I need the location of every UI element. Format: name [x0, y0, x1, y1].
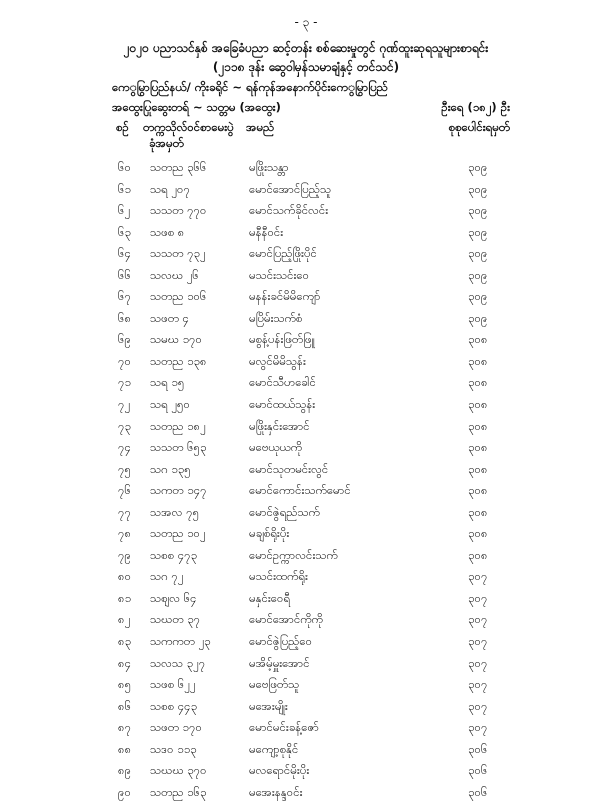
total-marks: ၃၀၉	[468, 289, 488, 304]
roll-number: သဃတ ၃၇	[150, 612, 201, 627]
roll-number: သစစ ၄၇၃	[150, 547, 198, 562]
total-marks: ၃၀၈	[468, 461, 488, 476]
roll-number: သလဃ ၂၆	[150, 267, 199, 282]
region-line: ကေွမြွာပြည်နယ်/ ကိုးခရိုင် ~ ရန်ကုန်အနောက်ပိုင်းကေွမြွာပြည်	[112, 80, 388, 94]
row-number: ၈၂	[118, 612, 131, 627]
roll-number: သကကတ ၂၃	[150, 634, 211, 649]
student-name: မနန်းခင်မိမိကျော်	[249, 289, 321, 304]
row-number: ၇၉	[118, 547, 131, 562]
table-row	[0, 397, 612, 419]
roll-number: သဖစ ၈	[150, 224, 185, 239]
total-marks: ၃၀၈	[468, 353, 488, 368]
roll-number: သဖတ ၄	[150, 310, 190, 325]
row-number: ၇၇	[118, 504, 131, 519]
table-row	[0, 763, 612, 785]
table-row	[0, 699, 612, 721]
row-number: ၆၄	[118, 246, 131, 261]
table-row	[0, 742, 612, 764]
student-name: မောင်ဇွဲပြည့်ဝေ	[249, 634, 313, 649]
total-marks: ၃၀၈	[468, 547, 488, 562]
table-row	[0, 634, 612, 656]
table-row	[0, 375, 612, 397]
total-marks: ၃၀၈	[468, 397, 488, 412]
roll-number: သဂ ၇၂	[150, 569, 184, 584]
total-marks: ၃၀၈	[468, 504, 488, 519]
header-no: စဉ်	[116, 120, 129, 134]
row-number: ၆၂	[118, 203, 131, 218]
student-name: မောင်ဥက္ကာလင်းသက်	[249, 547, 338, 562]
total-marks: ၃၀၈	[468, 526, 488, 541]
row-number: ၆၉	[118, 332, 131, 347]
table-row	[0, 462, 612, 484]
header-roll: တက္ကသိုလ်ဝင်စာမေးပွဲ	[143, 120, 234, 134]
roll-number: သဖစ ၆၂၂	[150, 677, 196, 692]
row-number: ၉၀	[118, 784, 131, 799]
roll-number: သဂ ၁၃၅	[150, 461, 191, 476]
row-number: ၇၄	[118, 440, 131, 455]
header-name: အမည်	[246, 120, 275, 134]
roll-number: သသတ ၆၅၃	[150, 440, 207, 455]
total-marks: ၃၀၈	[468, 332, 488, 347]
roll-number: သတည ၁၀၂	[150, 526, 206, 541]
student-name: မောင်အောင်ကိုကို	[249, 612, 323, 627]
table-row	[0, 311, 612, 333]
roll-number: သလသ ၃၂၇	[150, 655, 206, 670]
total-marks: ၃၀၈	[468, 418, 488, 433]
roll-number: သဒ၀ ၁၁၃	[150, 741, 197, 756]
roll-number: သမဃ ၁၇၀	[150, 332, 202, 347]
total-marks: ၃၀၉	[468, 310, 488, 325]
table-row	[0, 612, 612, 634]
student-name: မသင်းသင်းဝေ	[249, 267, 310, 282]
table-row	[0, 203, 612, 225]
table-row	[0, 656, 612, 678]
total-marks: ၃၀၇	[468, 590, 488, 605]
results-list	[0, 160, 612, 806]
student-name: မောင်သီဟခေါင်	[249, 375, 316, 390]
total-marks: ၃၀၉	[468, 181, 488, 196]
row-number: ၈၄	[118, 655, 132, 670]
table-row	[0, 419, 612, 441]
student-name: မပြိမ်းသက်စံ	[249, 310, 303, 325]
roll-number: သတည ၁၈၂	[150, 418, 206, 433]
roll-number: သကတ ၁၄၇	[150, 483, 207, 498]
total-marks: ၃၀၉	[468, 203, 488, 218]
table-row	[0, 785, 612, 806]
page-number: - ၃ -	[294, 15, 318, 29]
total-marks: ၃၀၇	[468, 569, 488, 584]
total-marks: ၃၀၇	[468, 655, 488, 670]
row-number: ၆၇	[118, 289, 131, 304]
student-name: မဗေယုယကို	[249, 440, 302, 455]
total-marks: ၃၀၆	[468, 784, 488, 799]
total-marks: ၃၀၉	[468, 267, 488, 282]
roll-number: သဖတ ၁၇၀	[150, 720, 202, 735]
header-roll-sub: ခုံအမှတ်	[149, 136, 184, 150]
student-name: မဖြိုးသန္တာ	[249, 160, 289, 174]
row-number: ၆၁	[118, 181, 131, 196]
roll-number: သဃဃ ၃၇၀	[150, 763, 207, 778]
student-name: မောင်သက်ခိုင်လင်း	[249, 203, 329, 218]
table-row	[0, 591, 612, 613]
table-row	[0, 268, 612, 290]
student-name: မအိမ့်မှူးအောင်	[249, 655, 310, 670]
row-number: ၆၀	[118, 160, 131, 174]
roll-number: သရ ၁၅	[150, 375, 185, 390]
row-number: ၈၁	[118, 590, 132, 605]
student-name: မောင်မင်းခန့်ဇော်	[249, 720, 320, 735]
student-name: မနီနီဝင်း	[249, 224, 284, 239]
row-number: ၈၉	[118, 763, 132, 778]
student-name: မဖြိုးနှင်းအောင်	[249, 418, 310, 433]
table-row	[0, 182, 612, 204]
student-name: မောင်ဇွဲရည်သက်	[249, 504, 320, 519]
row-number: ၈၆	[118, 698, 132, 713]
roll-number: သသတ ၇၃၂	[150, 246, 206, 261]
roll-number: သတည ၃၆၆	[150, 160, 207, 174]
table-row	[0, 720, 612, 742]
table-row	[0, 289, 612, 311]
table-row	[0, 440, 612, 462]
total-marks: ၃၀၇	[468, 698, 488, 713]
student-name: မောင်ကောင်းသက်မောင်	[249, 483, 351, 498]
total-count: ဦးရေ (၁၈၂) ဦး	[441, 100, 510, 114]
row-number: ၇၅	[118, 461, 131, 476]
total-marks: ၃၀၇	[468, 634, 488, 649]
roll-number: သတည ၁၃၈	[150, 353, 207, 368]
student-name: မသင်းထက်ရိုး	[249, 569, 308, 584]
table-row	[0, 160, 612, 182]
student-name: မအေးနန္ဒဝင်း	[249, 784, 303, 799]
roll-number: သဈလ ၆၄	[150, 590, 197, 605]
row-number: ၇၀	[118, 353, 131, 368]
table-row	[0, 225, 612, 247]
row-number: ၇၆	[118, 483, 131, 498]
row-number: ၈၃	[118, 634, 132, 649]
table-row	[0, 354, 612, 376]
student-name: မောင်သုတမင်းလွင်	[249, 461, 329, 476]
table-row	[0, 677, 612, 699]
header-marks: စုစုပေါင်းရမှတ်	[448, 120, 510, 134]
total-marks: ၃၀၇	[468, 720, 488, 735]
roll-number: သသတ ၇၇၀	[150, 203, 207, 218]
roll-number: သရ ၂၅၀	[150, 397, 190, 412]
row-number: ၇၃	[118, 418, 131, 433]
total-marks: ၃၀၈	[468, 483, 488, 498]
row-number: ၈၇	[118, 720, 132, 735]
total-marks: ၃၀၈	[468, 375, 488, 390]
roll-number: သတည ၁၆၃	[150, 784, 207, 799]
row-number: ၆၆	[118, 267, 131, 282]
table-row	[0, 332, 612, 354]
total-marks: ၃၀၉	[468, 246, 488, 261]
student-name: မစွန့်ပန်းဖြတ်ဖြူ	[249, 332, 315, 347]
roll-number: သတည ၁၀၆	[150, 289, 207, 304]
student-name: မအေးမျိုး	[249, 698, 288, 713]
student-name: မောင်ပြည့်ဖြိုးပိုင်	[249, 246, 317, 261]
row-number: ၇၈	[118, 526, 132, 541]
student-name: မလရောင်မိုးပိုး	[249, 763, 310, 778]
student-name: မောင်အောင်ပြည့်သူ	[249, 181, 332, 196]
table-row	[0, 505, 612, 527]
total-marks: ၃၀၆	[468, 763, 488, 778]
table-row	[0, 548, 612, 570]
table-row	[0, 246, 612, 268]
table-row	[0, 483, 612, 505]
row-number: ၈၀	[118, 569, 132, 584]
roll-number: သစစ ၄၄၃	[150, 698, 198, 713]
row-number: ၇၁	[118, 375, 131, 390]
document-subtitle: (၂၁၁၈ ဒုန်း ဆွေဝါမှန်သမာချံနှင့် တင်သင်)	[212, 60, 400, 74]
row-number: ၇၂	[118, 397, 131, 412]
student-name: မနှင်းဝေရီ	[249, 590, 291, 605]
row-number: ၆၈	[118, 310, 132, 325]
total-marks: ၃၀၇	[468, 677, 488, 692]
student-name: မကျော့စုနိုင်	[249, 741, 299, 756]
student-name: မဗေဖြတ်သူ	[249, 677, 300, 692]
row-number: ၈၈	[118, 741, 132, 756]
row-number: ၈၅	[118, 677, 132, 692]
total-marks: ၃၀၇	[468, 612, 488, 627]
total-marks: ၃၀၈	[468, 440, 488, 455]
roll-number: သအလ ၇၅	[150, 504, 200, 519]
table-row	[0, 526, 612, 548]
table-row	[0, 569, 612, 591]
total-marks: ၃၀၉	[468, 224, 488, 239]
total-marks: ၃၀၆	[468, 741, 488, 756]
student-name: မလွင်မိမိသွန်း	[249, 353, 306, 368]
student-name: မောင်ထယ်သွန်း	[249, 397, 316, 412]
roll-number: သရ ၂၀၇	[150, 181, 190, 196]
student-name: မချစ်ရိုးပိုး	[249, 526, 290, 541]
row-number: ၆၃	[118, 224, 131, 239]
document-title: ၂၀၂၀ ပညာသင်နှစ် အခြေခံပညာ ဆင့်တန်း စစ်ဆေးမှုတွင် ဂုဏ်ထူးဆုရသူများစာရင်း	[123, 41, 489, 55]
school-line: အထွေးပြုဆွေးတရ် ~ သတ္တမ (အထွေး)	[112, 100, 281, 114]
total-marks: ၃၀၉	[468, 160, 488, 174]
